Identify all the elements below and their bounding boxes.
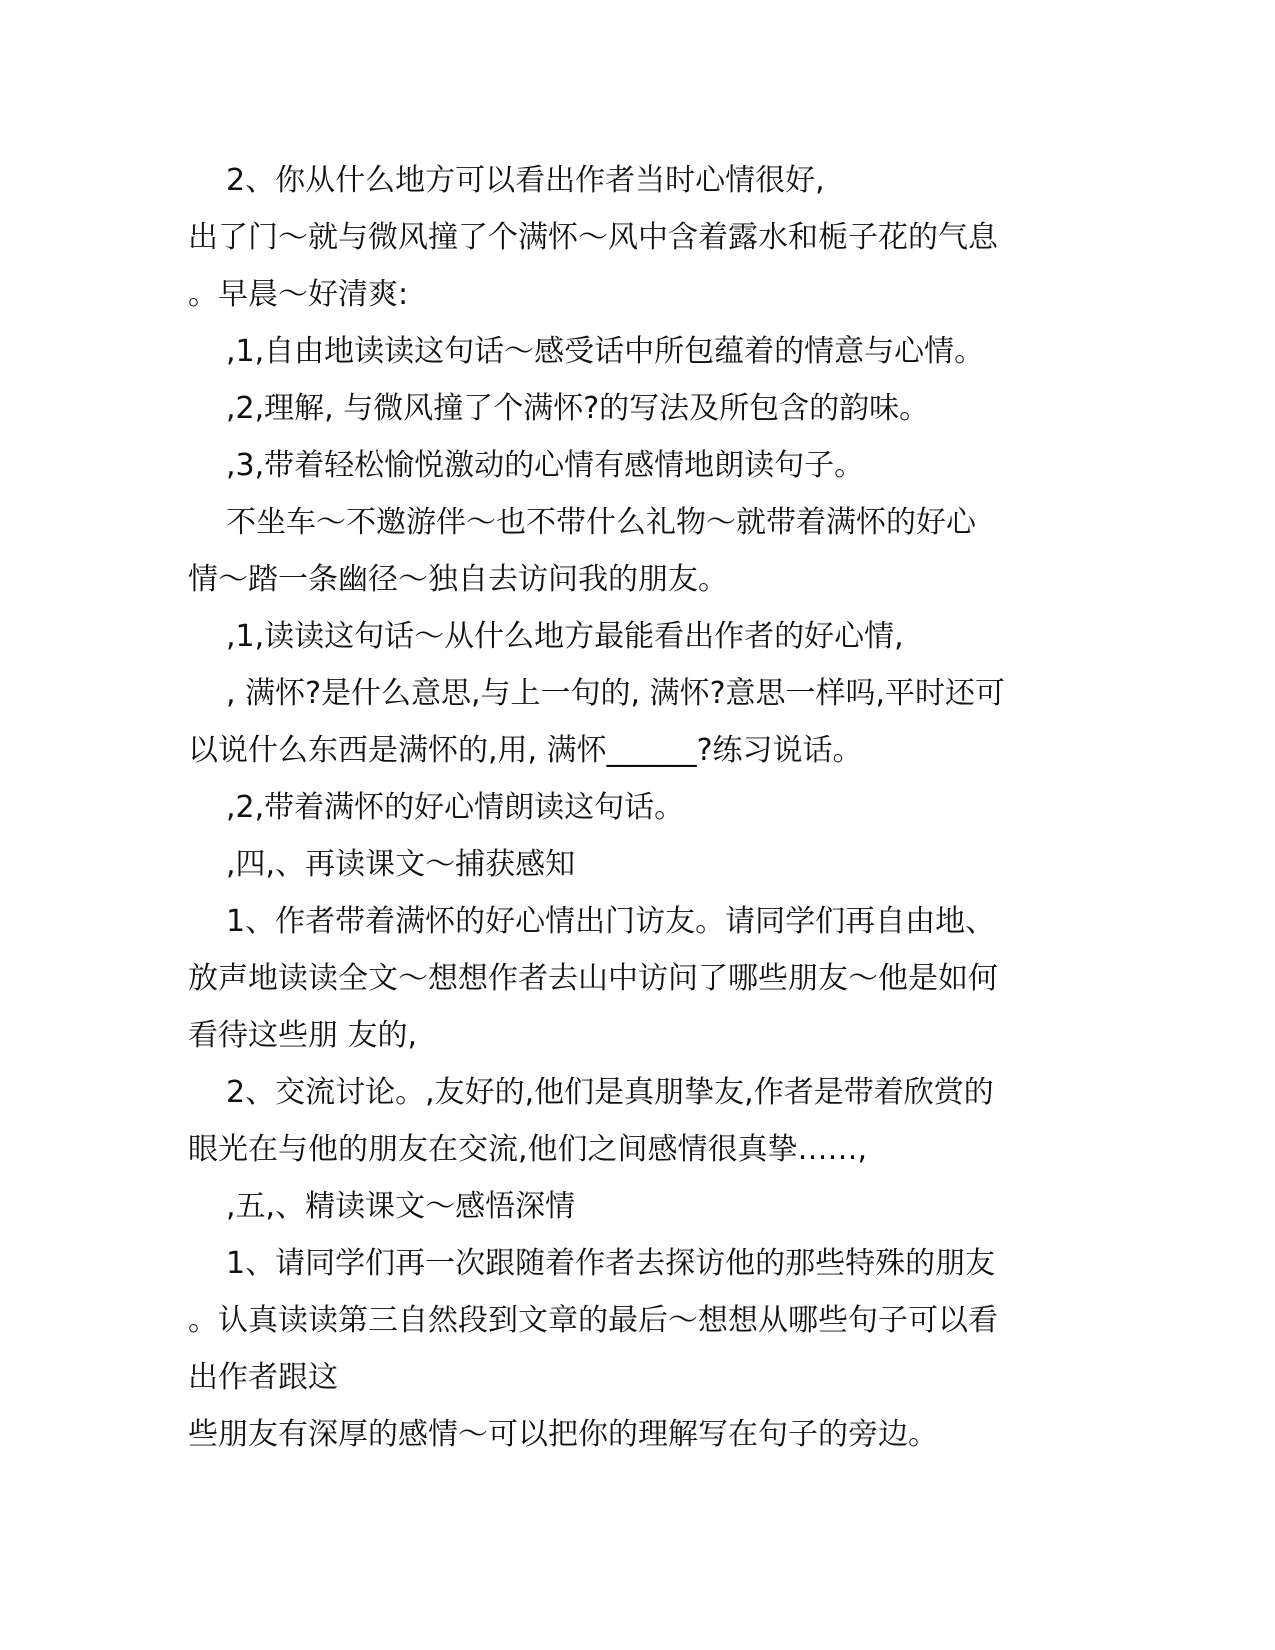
paragraph-line: 1、作者带着满怀的好心情出门访友。请同学们再自由地、 [226, 904, 996, 939]
paragraph-line: 出作者跟这 [188, 1360, 338, 1395]
paragraph-line: 2、交流讨论。,友好的,他们是真朋挚友,作者是带着欣赏的 [226, 1075, 994, 1110]
paragraph-line: 。早晨～好清爽: [188, 277, 409, 312]
paragraph-line: 出了门～就与微风撞了个满怀～风中含着露水和栀子花的气息 [188, 220, 998, 255]
paragraph-line: ,3,带着轻松愉悦激动的心情有感情地朗读句子。 [226, 448, 865, 483]
paragraph-line: 不坐车～不邀游伴～也不带什么礼物～就带着满怀的好心 [226, 505, 976, 540]
paragraph-line: 。认真读读第三自然段到文章的最后～想想从哪些句子可以看 [188, 1303, 998, 1338]
paragraph-line: ,1,自由地读读这句话～感受话中所包蕴着的情意与心情。 [226, 334, 985, 369]
paragraph-line: , 满怀?是什么意思,与上一句的, 满怀?意思一样吗,平时还可 [226, 676, 1006, 711]
paragraph-line: 以说什么东西是满怀的,用, 满怀______?练习说话。 [188, 733, 863, 768]
paragraph-line: 眼光在与他的朋友在交流,他们之间感情很真挚……, [188, 1132, 868, 1167]
document-body [188, 152, 1088, 1463]
paragraph-line: ,1,读读这句话～从什么地方最能看出作者的好心情, [226, 619, 904, 654]
paragraph-line: 2、你从什么地方可以看出作者当时心情很好, [226, 163, 825, 198]
paragraph-line: 情～踏一条幽径～独自去访问我的朋友。 [188, 562, 728, 597]
paragraph-line: 1、请同学们再一次跟随着作者去探访他的那些特殊的朋友 [226, 1246, 996, 1281]
paragraph-line: 些朋友有深厚的感情～可以把你的理解写在句子的旁边。 [188, 1417, 938, 1452]
section-heading: ,四,、再读课文～捕获感知 [226, 847, 576, 882]
paragraph-line: 放声地读读全文～想想作者去山中访问了哪些朋友～他是如何 [188, 961, 998, 996]
paragraph-line: 看待这些朋 友的, [188, 1018, 418, 1053]
section-heading: ,五,、精读课文～感悟深情 [226, 1189, 576, 1224]
paragraph-line: ,2,带着满怀的好心情朗读这句话。 [226, 790, 685, 825]
paragraph-line: ,2,理解, 与微风撞了个满怀?的写法及所包含的韵味。 [226, 391, 930, 426]
